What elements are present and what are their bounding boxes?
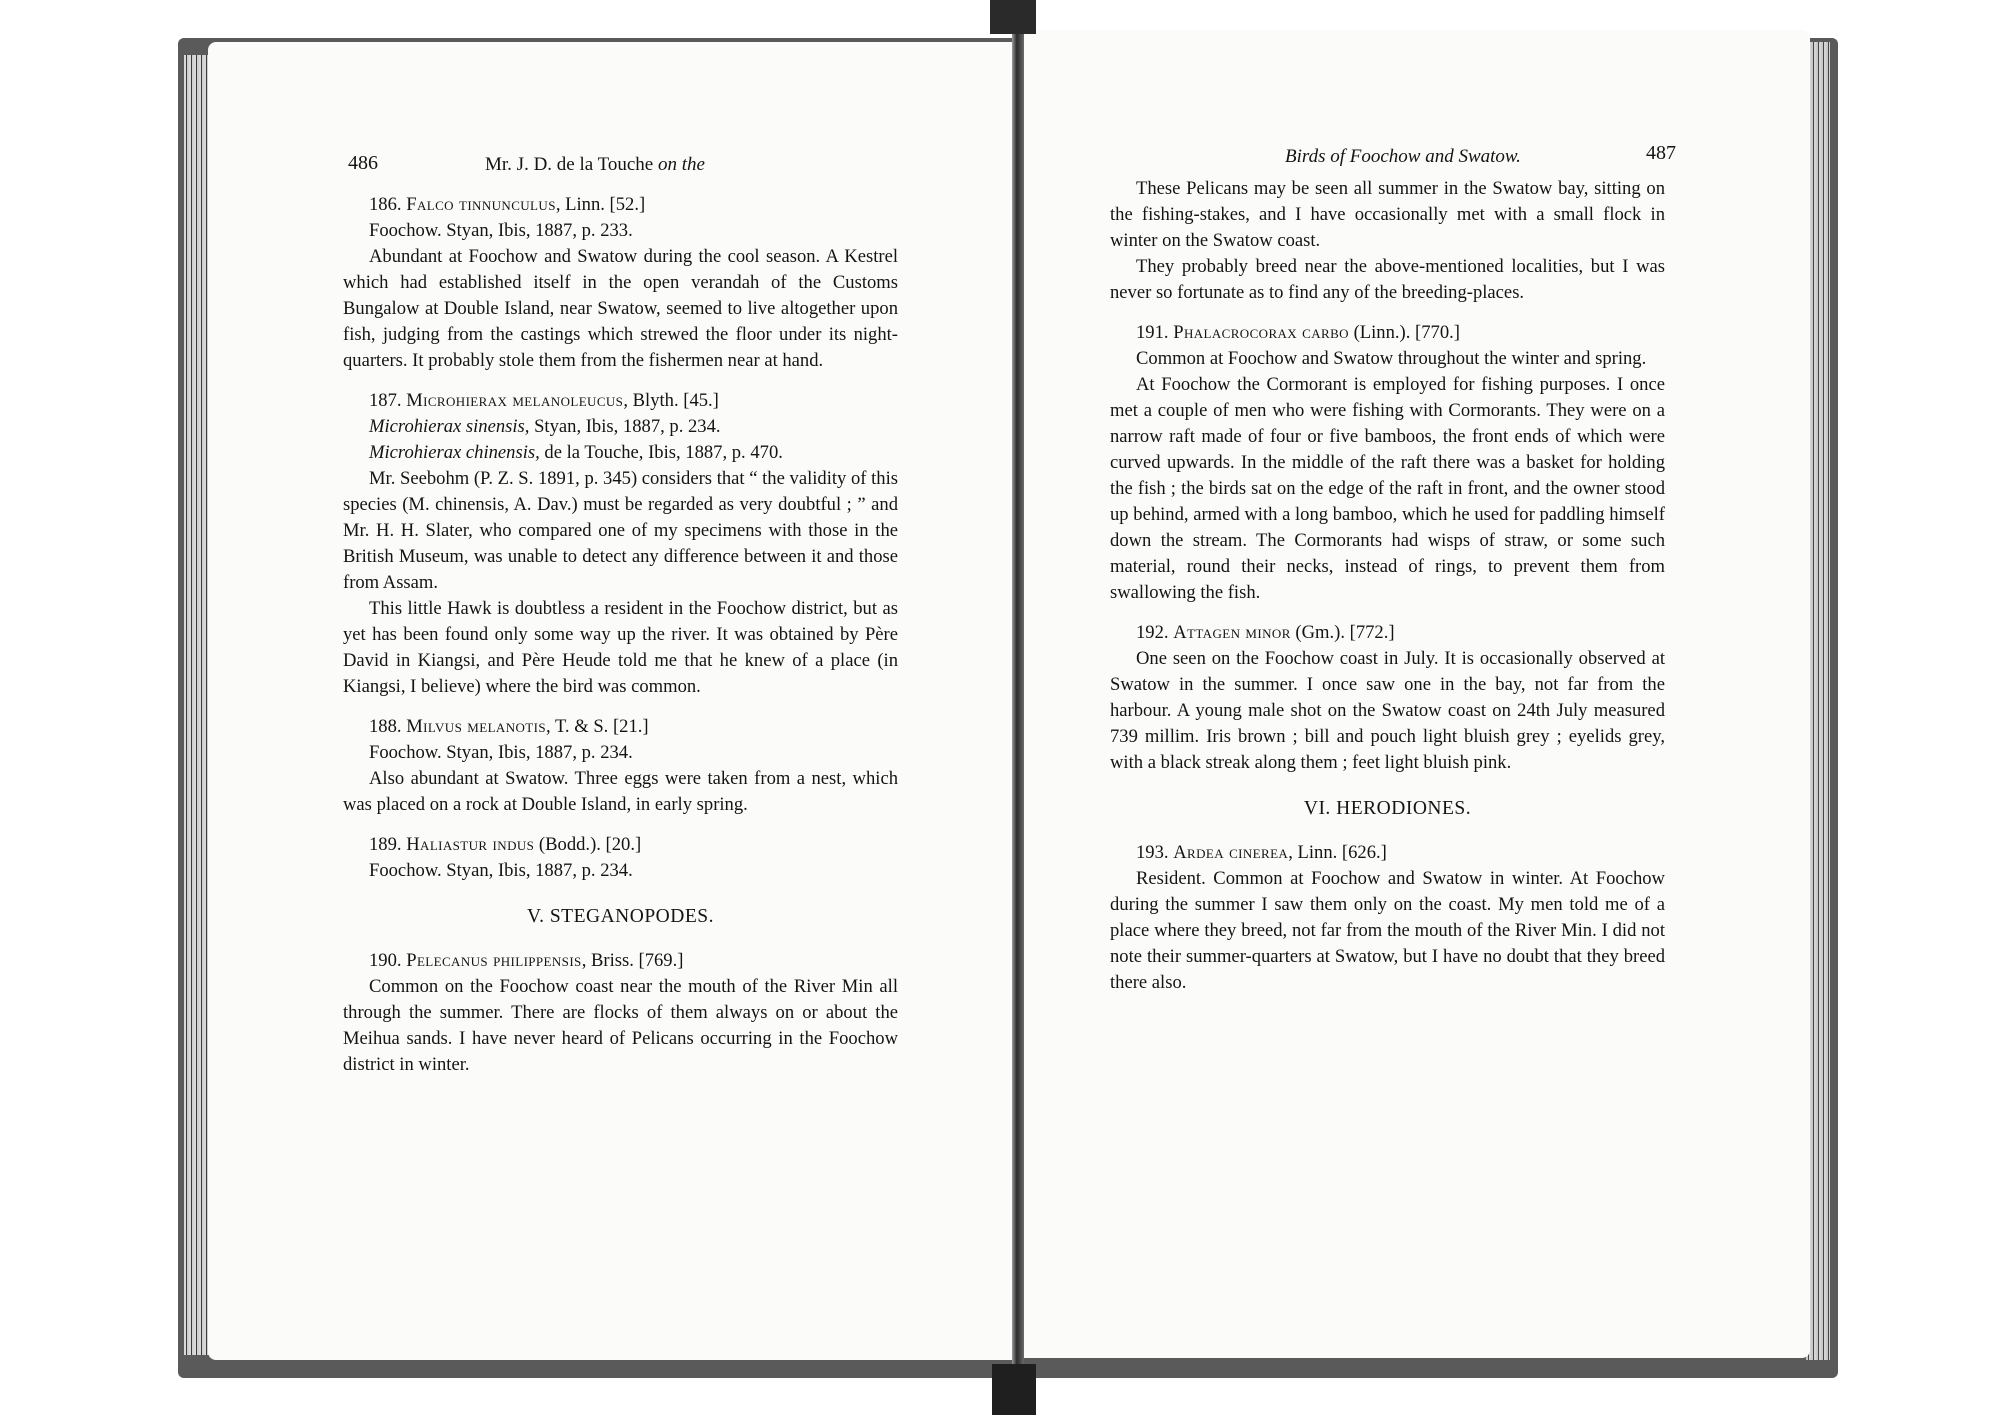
left-page-edges [184,55,210,1355]
species-name: Falco tinnunculus [406,194,556,215]
right-running-head: Birds of Foochow and Swatow. [1285,146,1521,167]
paragraph: This little Hawk is doubtless a resident in the Foochow district, but as yet has been found only some way up the river. It was obtained by Père David in Kiangsi, and Père Heude told me that he knew of a place (in Kiangsi, I believe) where the bird was common. [343,598,898,697]
synonym-name: Microhierax chinensis, [369,442,540,463]
species-entry-heading [343,700,898,740]
species-entry-heading [343,178,898,218]
paragraph: Mr. Seebohm (P. Z. S. 1891, p. 345) considers that “ the validity of this species (M. chinensis, A. Dav.) must be regarded as very doubtful ; ” and Mr. H. H. Slater, who compared one of my specimens with those in the British Museum, was unable to detect any difference between it and those from Assam. [343,468,898,593]
species-name: Phalacrocorax carbo [1173,322,1349,343]
left-running-head [485,154,705,176]
right-page-body [1110,176,1665,996]
species-number: 190. [369,950,402,971]
section-heading: V. STEGANOPODES. [527,906,714,927]
right-page [1020,30,1810,1358]
paragraph: They probably breed near the above-mentioned localities, but I was never so fortunate as to find any of the breeding-places. [1110,256,1665,303]
species-number: 188. [369,716,402,737]
right-page-number: 487 [1646,142,1676,164]
paragraph: Also abundant at Swatow. Three eggs were taken from a nest, which was placed on a rock at Double Island, in early spring. [343,768,898,815]
species-number: 192. [1136,622,1169,643]
species-number: 187. [369,390,402,411]
species-name: Microhierax melanoleucus [406,390,624,411]
spine-bottom [992,1364,1036,1415]
species-name: Ardea cinerea [1173,842,1289,863]
species-entry-heading [343,934,898,974]
species-number: 186. [369,194,402,215]
species-entry-heading [1110,306,1665,346]
species-name: Pelecanus philippensis [406,950,582,971]
species-name: Milvus melanotis [406,716,546,737]
species-number: 191. [1136,322,1169,343]
paragraph: One seen on the Foochow coast in July. It is occasionally observed at Swatow in the summer. I once saw one in the bay, not far from the harbour. A young male shot on the Swatow coast on 24th July measured 739 millim. Iris brown ; bill and pouch light bluish grey ; eyelids grey, with a black streak along them ; feet light bluish pink. [1110,648,1665,773]
paragraph: Common on the Foochow coast near the mouth of the River Min all through the summer. There are flocks of them always on or about the Meihua sands. I have never heard of Pelicans occurring in the Foochow district in winter. [343,976,898,1075]
species-authority: (Gm.). [772.] [1290,622,1395,643]
species-authority: , Blyth. [45.] [623,390,719,411]
paragraph: Resident. Common at Foochow and Swatow in winter. At Foochow during the summer I saw them only on the coast. My men told me of a place where they breed, not far from the mouth of the River Min. I did not note their summer-quarters at Swatow, but I have no doubt that they breed there also. [1110,868,1665,993]
paragraph: These Pelicans may be seen all summer in the Swatow bay, sitting on the fishing-stakes, and I have occasionally met with a small flock in winter on the Swatow coast. [1110,178,1665,251]
synonym-reference: de la Touche, Ibis, 1887, p. 470. [539,442,783,463]
species-entry-heading [1110,606,1665,646]
section-heading: VI. HERODIONES. [1303,798,1472,819]
paragraph: At Foochow the Cormorant is employed for fishing purposes. I once met a couple of men who were fishing with Cormorants. They were on a narrow raft made of four or five bamboos, the front ends of which were curved upwards. In the middle of the raft there was a basket for holding the fish ; the birds sat on the edge of the raft in front, and the owner stood up behind, armed with a long bamboo, which he used for paddling himself down the stream. The Cormorants had wisps of straw, or some such material, round their necks, instead of rings, to prevent them from swallowing the fish. [1110,374,1665,603]
species-entry-heading [343,374,898,414]
synonym-line [343,440,898,466]
species-authority: (Linn.). [770.] [1348,322,1460,343]
species-entry-heading [343,818,898,858]
synonym-line [343,414,898,440]
synonym-name: Microhierax sinensis, [369,416,530,437]
species-authority: , Linn. [626.] [1288,842,1387,863]
paragraph: Foochow. Styan, Ibis, 1887, p. 234. [369,860,633,881]
paragraph: Abundant at Foochow and Swatow during the cool season. A Kestrel which had established itself in the open verandah of the Customs Bungalow at Double Island, near Swatow, seemed to live altogether upon fish, judging from the castings which strewed the floor under its night-quarters. It probably stole them from the fishermen near at hand. [343,246,898,371]
left-page-number: 486 [348,152,378,174]
species-authority: , T. & S. [21.] [545,716,649,737]
species-authority: , Linn. [52.] [555,194,646,215]
species-name: Haliastur indus [406,834,535,855]
left-page-body [343,178,898,1078]
paragraph: Foochow. Styan, Ibis, 1887, p. 234. [369,742,633,763]
species-authority: (Bodd.). [20.] [534,834,642,855]
left-running-head-text: Mr. J. D. de la Touche [485,154,654,175]
book-spine [1012,0,1024,1415]
paragraph: Common at Foochow and Swatow throughout the winter and spring. [1136,348,1647,369]
species-number: 193. [1136,842,1169,863]
species-number: 189. [369,834,402,855]
species-entry-heading [1110,826,1665,866]
left-running-head-italic: on the [658,154,705,175]
spine-top [990,0,1036,34]
species-name: Attagen minor [1173,622,1291,643]
left-page [208,42,1013,1360]
paragraph: Foochow. Styan, Ibis, 1887, p. 233. [369,220,633,241]
species-authority: , Briss. [769.] [581,950,684,971]
synonym-reference: Styan, Ibis, 1887, p. 234. [529,416,721,437]
